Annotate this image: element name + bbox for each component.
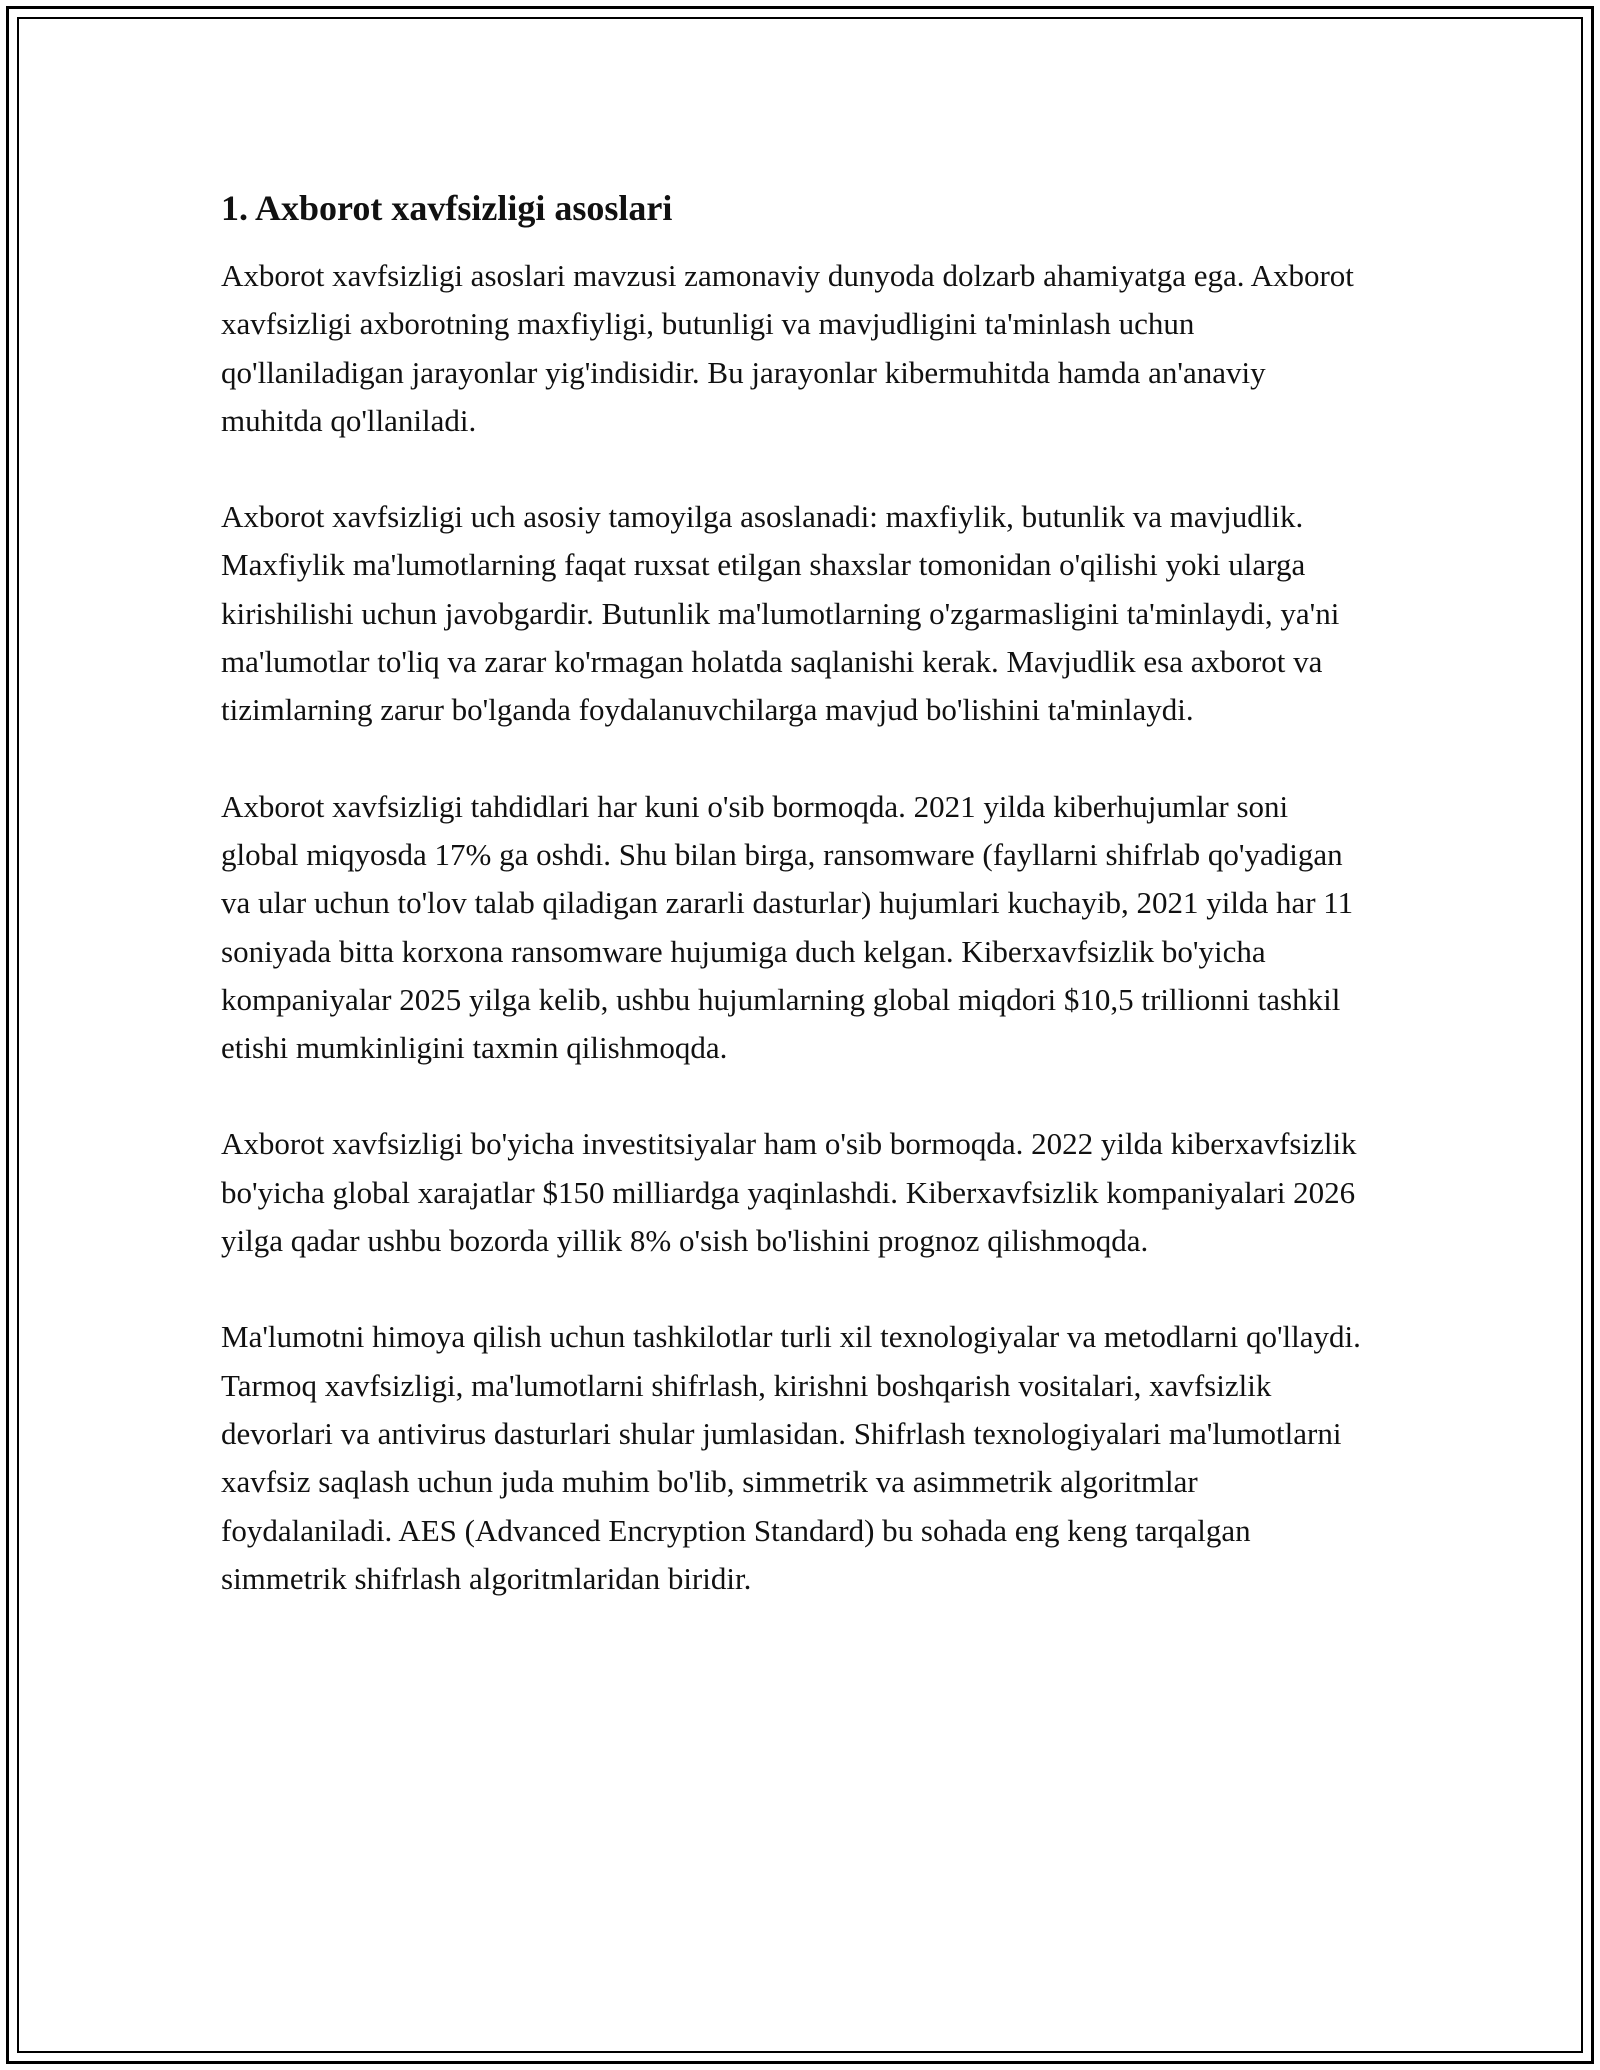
document-body xyxy=(221,186,1371,1651)
paragraph-threats: Axborot xavfsizligi tahdidlari har kuni o'sib bormoqda. 2021 yilda kiberhujumlar soni global miqyosda 17% ga oshdi. Shu bilan birga, ransomware (fayllarni shifrlab qo'yadigan va ular uchun to'lov talab qiladigan zararli dasturlar) hujumlari kuchayib, 2021 yilda har 11 soniyada bitta korxona ransomware hujumiga duch kelgan. Kiberxavfsizlik bo'yicha kompaniyalar 2025 yilga kelib, ushbu hujumlarning global miqdori $10,5 trillionni tashkil etishi mumkinligini taxmin qilishmoqda. xyxy=(221,788,1354,1066)
section-title: 1. Axborot xavfsizligi asoslari xyxy=(221,188,673,228)
paragraph-technologies: Ma'lumotni himoya qilish uchun tashkilotlar turli xil texnologiyalar va metodlarni qo'llaydi. Tarmoq xavfsizligi, ma'lumotlarni shifrlash, kirishni boshqarish vositalari, xavfsizlik devorlari va antivirus dasturlari shular jumlasidan. Shifrlash texnologiyalari ma'lumotlarni xavfsiz saqlash uchun juda muhim bo'lib, simmetrik va asimmetrik algoritmlar foydalaniladi. AES (Advanced Encryption Standard) bu sohada eng keng tarqalgan simmetrik shifrlash algoritmlaridan biridir. xyxy=(221,1319,1361,1596)
paragraph-investments: Axborot xavfsizligi bo'yicha investitsiyalar ham o'sib bormoqda. 2022 yilda kiberxavfsizlik bo'yicha global xarajatlar $150 milliardga yaqinlashdi. Kiberxavfsizlik kompaniyalari 2026 yilga qadar ushbu bozorda yillik 8% o'sish bo'lishini prognoz qilishmoqda. xyxy=(221,1126,1357,1259)
paragraph-principles: Axborot xavfsizligi uch asosiy tamoyilga asoslanadi: maxfiylik, butunlik va mavjudlik. Maxfiylik ma'lumotlarning faqat ruxsat etilgan shaxslar tomonidan o'qilishi yoki ularga kirishilishi uchun javobgardir. Butunlik ma'lumotlarning o'zgarmasligini ta'minlaydi, ya'ni ma'lumotlar to'liq va zarar ko'rmagan holatda saqlanishi kerak. Mavjudlik esa axborot va tizimlarning zarur bo'lganda foydalanuvchilarga mavjud bo'lishini ta'minlaydi. xyxy=(221,499,1340,728)
paragraph-intro: Axborot xavfsizligi asoslari mavzusi zamonaviy dunyoda dolzarb ahamiyatga ega. Axborot xavfsizligi axborotning maxfiyligi, butunligi va mavjudligini ta'minlash uchun qo'llaniladigan jarayonlar yig'indisidir. Bu jarayonlar kibermuhitda hamda an'anaviy muhitda qo'llaniladi. xyxy=(221,258,1354,438)
